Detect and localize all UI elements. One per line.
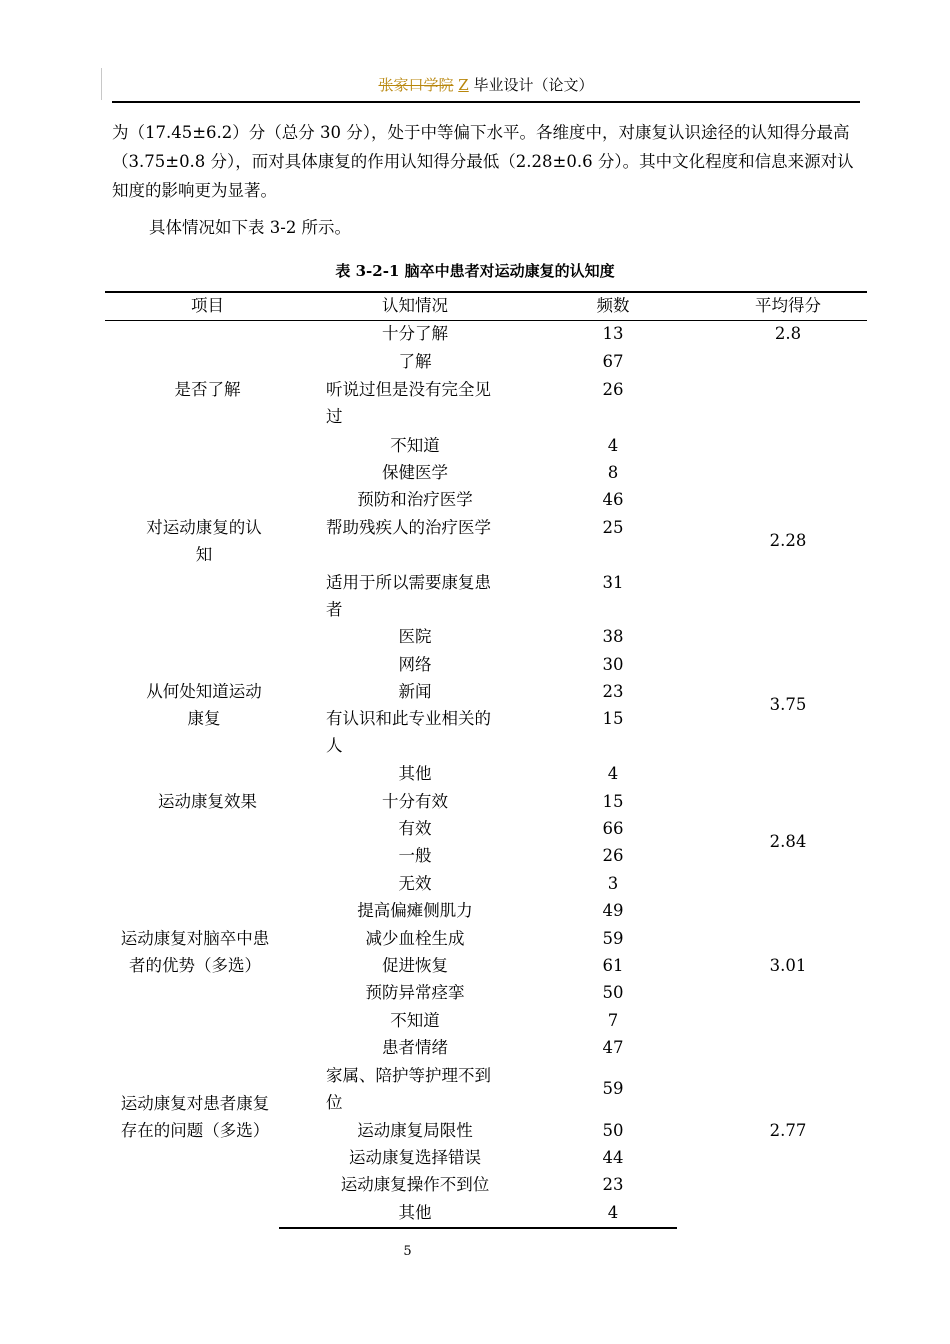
row-count: 50 — [602, 983, 624, 1002]
table-header-average-score: 平均得分 — [755, 296, 821, 315]
row-count: 31 — [602, 573, 624, 592]
row-label: 家属、陪护等护理不到位 — [326, 1066, 491, 1112]
row-count: 23 — [602, 682, 624, 701]
row-count: 38 — [602, 627, 624, 646]
row-count: 26 — [602, 846, 624, 865]
header-school-name: 张家口学院 — [378, 76, 454, 94]
row-label: 十分了解 — [382, 324, 448, 343]
group-category: 运动康复对患者康复存在的问题（多选） — [120, 1094, 270, 1140]
row-label: 预防异常痉挛 — [365, 983, 465, 1002]
row-label: 有认识和此专业相关的人 — [326, 709, 491, 755]
group-score: 2.84 — [769, 832, 807, 851]
header-rule — [112, 101, 860, 103]
row-count: 47 — [602, 1038, 624, 1057]
row-count: 61 — [602, 956, 624, 975]
row-count: 15 — [602, 792, 624, 811]
row-label: 其他 — [398, 764, 432, 783]
row-count: 7 — [607, 1011, 619, 1030]
row-label: 运动康复操作不到位 — [340, 1175, 490, 1194]
row-count: 4 — [607, 764, 619, 783]
row-label: 预防和治疗医学 — [357, 490, 473, 509]
row-label: 一般 — [398, 846, 432, 865]
row-label: 帮助残疾人的治疗医学 — [326, 518, 491, 537]
row-count: 49 — [602, 901, 624, 920]
group-score: 3.75 — [769, 695, 807, 714]
row-label: 十分有效 — [382, 792, 448, 811]
table-caption: 表 3-2-1 脑卒中患者对运动康复的认知度 — [335, 262, 615, 280]
margin-mark — [101, 68, 102, 100]
group-category: 是否了解 — [174, 380, 241, 399]
row-count: 30 — [602, 655, 624, 674]
body-paragraph-2: 具体情况如下表 3-2 所示。 — [149, 218, 352, 237]
row-count: 59 — [602, 929, 624, 948]
row-count: 50 — [602, 1121, 624, 1140]
row-label: 其他 — [398, 1203, 432, 1222]
table-header-frequency: 频数 — [596, 296, 630, 315]
row-label: 有效 — [398, 819, 432, 838]
table-bottom-rule — [279, 1227, 677, 1229]
row-label: 保健医学 — [382, 463, 448, 482]
row-label: 运动康复局限性 — [357, 1121, 473, 1140]
row-count: 4 — [607, 1203, 619, 1222]
row-label: 减少血栓生成 — [365, 929, 465, 948]
row-count: 15 — [602, 709, 624, 728]
row-count: 8 — [607, 463, 619, 482]
row-label: 不知道 — [390, 436, 440, 455]
row-label: 患者情绪 — [382, 1038, 448, 1057]
group-category: 对运动康复的认知 — [146, 518, 262, 564]
row-label: 适用于所以需要康复患者 — [326, 573, 491, 619]
row-label: 无效 — [398, 874, 432, 893]
row-count: 4 — [607, 436, 619, 455]
row-count: 25 — [602, 518, 624, 537]
group-score: 2.28 — [769, 531, 807, 550]
row-label: 新闻 — [398, 682, 432, 701]
row-count: 59 — [602, 1079, 624, 1098]
row-count: 44 — [602, 1148, 624, 1167]
group-category: 从何处知道运动康复 — [146, 682, 262, 728]
row-count: 23 — [602, 1175, 624, 1194]
row-label: 促进恢复 — [382, 956, 448, 975]
row-count: 67 — [602, 352, 624, 371]
group-category: 运动康复效果 — [158, 792, 257, 811]
header-title: 毕业设计（论文） — [473, 76, 594, 94]
row-count: 66 — [602, 819, 624, 838]
group-score: 2.77 — [769, 1121, 807, 1140]
row-count: 26 — [602, 380, 624, 399]
row-label: 提高偏瘫侧肌力 — [357, 901, 473, 920]
row-label: 运动康复选择错误 — [349, 1148, 481, 1167]
row-label: 医院 — [398, 627, 432, 646]
row-label: 了解 — [398, 352, 432, 371]
page-header — [112, 74, 860, 96]
row-count: 46 — [602, 490, 624, 509]
table-header-item: 项目 — [191, 296, 224, 315]
header-z-mark: Z — [458, 76, 469, 94]
table-header-cognition: 认知情况 — [382, 296, 448, 315]
row-label: 听说过但是没有完全见过 — [326, 380, 491, 426]
group-score: 3.01 — [769, 956, 807, 975]
page-number: 5 — [403, 1244, 412, 1259]
row-label: 网络 — [398, 655, 432, 674]
group-category: 运动康复对脑卒中患者的优势（多选） — [120, 929, 270, 975]
group-score: 2.8 — [774, 324, 802, 343]
row-count: 3 — [607, 874, 619, 893]
row-label: 不知道 — [390, 1011, 440, 1030]
row-count: 13 — [602, 324, 624, 343]
body-paragraph-1: 为（17.45±6.2）分（总分 30 分），处于中等偏下水平。各维度中，对康复认识途径的认知得分最高（3.75±0.8 分），而对具体康复的作用认知得分最低（2.28±0.6 分）。其中文化程度和信息来源对认知度的影响更为显著。 — [112, 123, 854, 200]
